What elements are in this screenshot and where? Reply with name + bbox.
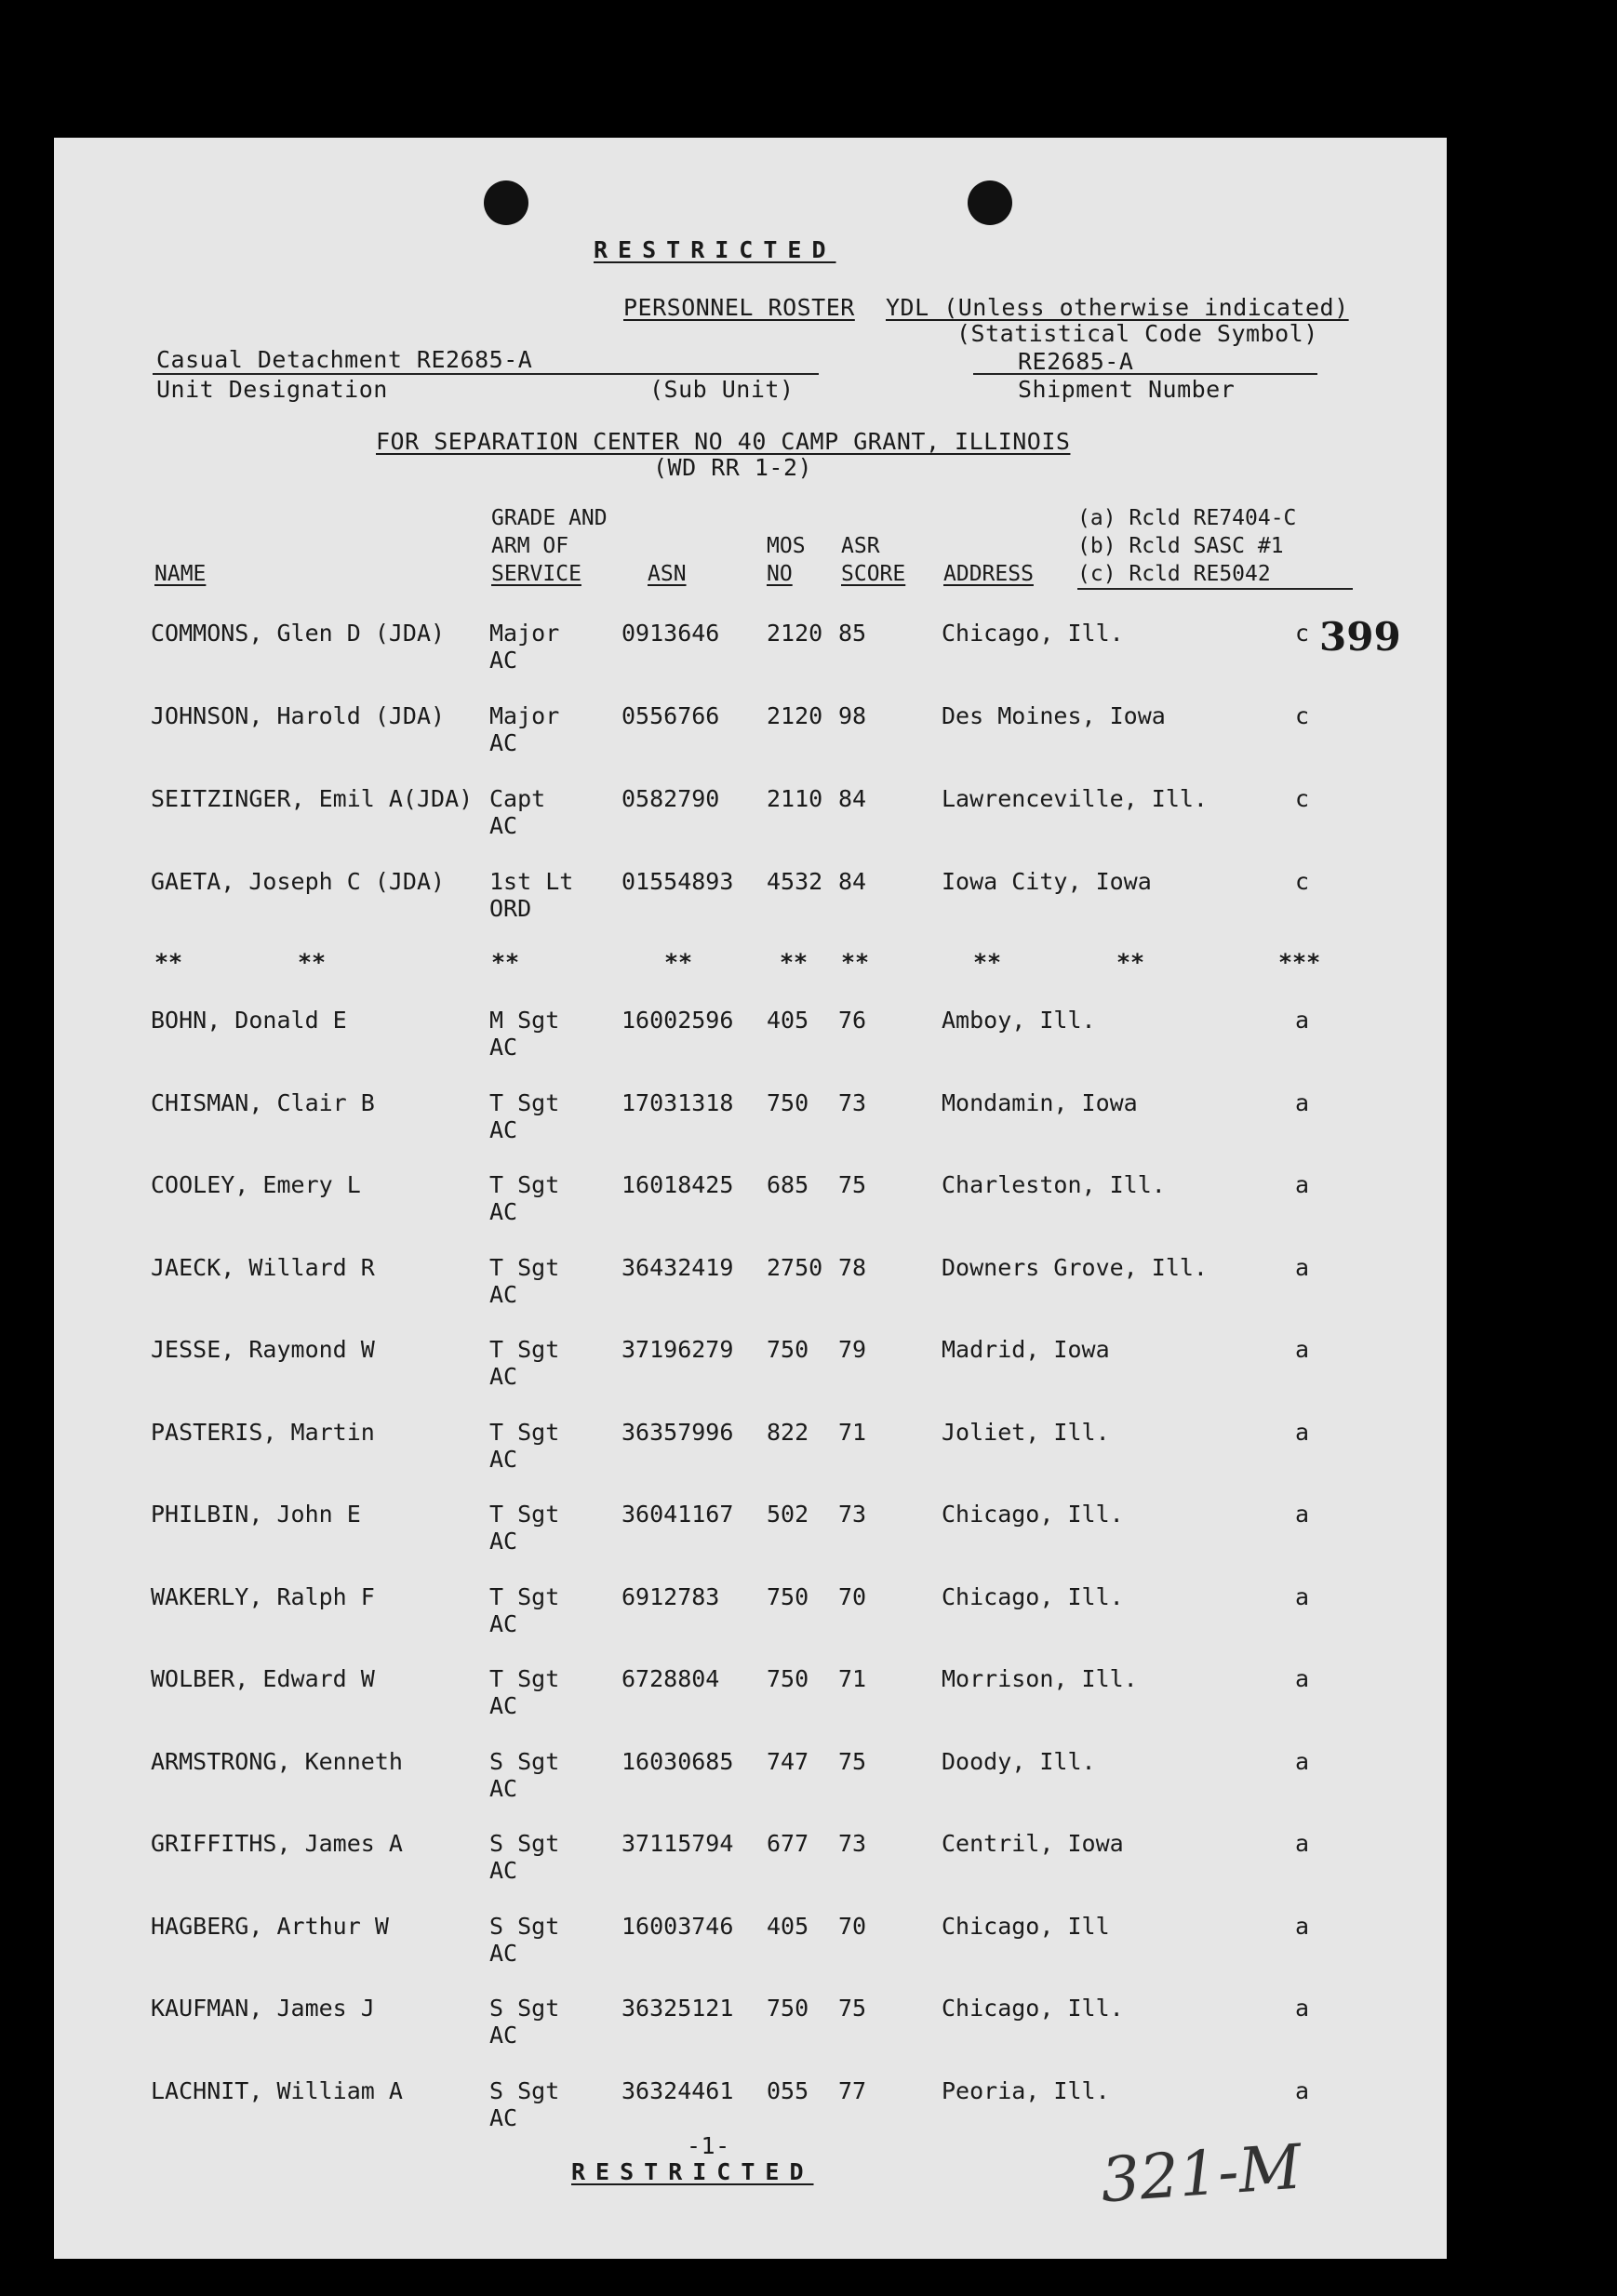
person-name: COMMONS, Glen D (JDA): [151, 620, 446, 647]
roster-row: [54, 1748, 1447, 1822]
regulation-reference: (WD RR 1-2): [653, 454, 813, 481]
grade: T Sgt: [489, 1253, 560, 1281]
person-name: KAUFMAN, James J: [151, 1995, 375, 2022]
grade: M Sgt: [489, 1007, 560, 1034]
address: Joliet, Ill.: [942, 1418, 1110, 1446]
asn: 6912783: [621, 1582, 720, 1610]
mos-number: 750: [767, 1582, 809, 1610]
address: Chicago, Ill.: [942, 1582, 1124, 1610]
person-name: COOLEY, Emery L: [151, 1171, 361, 1198]
arm-of-service: AC: [489, 729, 518, 756]
column-asr-line1: ASR: [841, 534, 880, 558]
person-name: HAGBERG, Arthur W: [151, 1912, 389, 1940]
asn: 0556766: [621, 702, 720, 729]
mos-number: 750: [767, 1995, 809, 2022]
arm-of-service: ORD: [489, 895, 532, 922]
person-name: WAKERLY, Ralph F: [151, 1582, 375, 1610]
punch-hole-right: [968, 180, 1012, 225]
separator-mark: **: [154, 949, 183, 976]
arm-of-service: AC: [489, 1445, 518, 1473]
separator-mark: **: [841, 949, 870, 976]
classification-top: RESTRICTED: [594, 236, 836, 263]
asn: 17031318: [621, 1088, 734, 1116]
column-mos-line1: MOS: [767, 534, 806, 558]
statistical-code-label: (Statistical Code Symbol): [956, 320, 1318, 347]
asn: 16002596: [621, 1007, 734, 1034]
note-code: a: [1295, 1747, 1310, 1775]
asr-score: 73: [838, 1088, 867, 1116]
sub-unit-underline: [623, 373, 819, 375]
grade: T Sgt: [489, 1582, 560, 1610]
mos-number: 405: [767, 1912, 809, 1940]
mos-number: 4532: [767, 868, 823, 895]
address: Downers Grove, Ill.: [942, 1253, 1208, 1281]
asr-score: 75: [838, 1747, 867, 1775]
address: Morrison, Ill.: [942, 1665, 1138, 1692]
roster-row: [54, 1995, 1447, 2069]
address: Lawrenceville, Ill.: [942, 785, 1208, 812]
mos-number: 2120: [767, 702, 823, 729]
roster-row: [54, 1419, 1447, 1493]
asr-score: 77: [838, 2076, 867, 2104]
asn: 37196279: [621, 1336, 734, 1363]
separator-mark: **: [491, 949, 520, 976]
asn: 36325121: [621, 1995, 734, 2022]
asr-score: 84: [838, 785, 867, 812]
person-name: PHILBIN, John E: [151, 1501, 361, 1528]
address: Chicago, Ill.: [942, 1501, 1124, 1528]
separator-mark: **: [973, 949, 1002, 976]
roster-row: [54, 1830, 1447, 1904]
roster-row: [54, 868, 1447, 942]
asr-score: 85: [838, 620, 867, 647]
asn: 01554893: [621, 868, 734, 895]
note-code: a: [1295, 1501, 1310, 1528]
punch-hole-left: [484, 180, 528, 225]
mos-number: 677: [767, 1830, 809, 1857]
asr-score: 73: [838, 1830, 867, 1857]
shipment-underline: [973, 373, 1317, 375]
asn: 16018425: [621, 1171, 734, 1198]
handwritten-note: 321-M: [1098, 2130, 1304, 2217]
address: Centril, Iowa: [942, 1830, 1124, 1857]
address: Peoria, Ill.: [942, 2076, 1110, 2104]
column-notes-a: (a) Rcld RE7404-C: [1077, 506, 1297, 530]
arm-of-service: AC: [489, 812, 518, 839]
grade: 1st Lt: [489, 868, 574, 895]
arm-of-service: AC: [489, 1115, 518, 1143]
arm-of-service: AC: [489, 1198, 518, 1225]
grade: Major: [489, 620, 560, 647]
roster-row: [54, 1171, 1447, 1246]
person-name: WOLBER, Edward W: [151, 1665, 375, 1692]
arm-of-service: AC: [489, 1609, 518, 1637]
sub-unit-label: (Sub Unit): [649, 376, 795, 403]
grade: T Sgt: [489, 1171, 560, 1198]
mos-number: 055: [767, 2076, 809, 2104]
arm-of-service: AC: [489, 2022, 518, 2049]
page-number: -1-: [687, 2132, 730, 2159]
roster-row: [54, 702, 1447, 777]
column-name: NAME: [154, 562, 207, 586]
person-name: SEITZINGER, Emil A(JDA): [151, 785, 474, 812]
note-code: a: [1295, 1830, 1310, 1857]
arm-of-service: AC: [489, 1857, 518, 1884]
grade: T Sgt: [489, 1665, 560, 1692]
grade: T Sgt: [489, 1501, 560, 1528]
note-code: a: [1295, 1007, 1310, 1034]
roster-row: [54, 1913, 1447, 1987]
asn: 36432419: [621, 1253, 734, 1281]
note-code: a: [1295, 2076, 1310, 2104]
asr-score: 70: [838, 1912, 867, 1940]
asn: 16030685: [621, 1747, 734, 1775]
note-code: c: [1295, 702, 1310, 729]
note-code: a: [1295, 1253, 1310, 1281]
roster-title: PERSONNEL ROSTER: [623, 294, 855, 321]
column-grade-line3: SERVICE: [491, 562, 581, 586]
asr-score: 75: [838, 1171, 867, 1198]
grade: T Sgt: [489, 1418, 560, 1446]
arm-of-service: AC: [489, 1774, 518, 1802]
asr-score: 78: [838, 1253, 867, 1281]
asr-score: 79: [838, 1336, 867, 1363]
grade: Capt: [489, 785, 546, 812]
mos-number: 822: [767, 1418, 809, 1446]
mos-number: 405: [767, 1007, 809, 1034]
person-name: CHISMAN, Clair B: [151, 1088, 375, 1116]
asr-score: 71: [838, 1665, 867, 1692]
separator-mark: **: [1116, 949, 1145, 976]
roster-code: YDL (Unless otherwise indicated): [886, 294, 1349, 321]
arm-of-service: AC: [489, 2103, 518, 2131]
grade: S Sgt: [489, 1747, 560, 1775]
asn: 36324461: [621, 2076, 734, 2104]
destination-heading: FOR SEPARATION CENTER NO 40 CAMP GRANT, ILLINOIS: [376, 428, 1071, 455]
person-name: PASTERIS, Martin: [151, 1418, 375, 1446]
mos-number: 685: [767, 1171, 809, 1198]
note-code: c: [1295, 620, 1310, 647]
person-name: LACHNIT, William A: [151, 2076, 403, 2104]
arm-of-service: AC: [489, 1692, 518, 1719]
person-name: GAETA, Joseph C (JDA): [151, 868, 446, 895]
separator-mark: **: [780, 949, 808, 976]
roster-row: [54, 1665, 1447, 1740]
asn: 6728804: [621, 1665, 720, 1692]
asr-score: 84: [838, 868, 867, 895]
grade: S Sgt: [489, 1995, 560, 2022]
mos-number: 750: [767, 1088, 809, 1116]
person-name: GRIFFITHS, James A: [151, 1830, 403, 1857]
column-grade-line1: GRADE AND: [491, 506, 608, 530]
note-code: c: [1295, 868, 1310, 895]
arm-of-service: AC: [489, 1939, 518, 1967]
roster-row: [54, 1583, 1447, 1658]
note-code: c: [1295, 785, 1310, 812]
arm-of-service: AC: [489, 1363, 518, 1390]
asn: 16003746: [621, 1912, 734, 1940]
asn: 0582790: [621, 785, 720, 812]
grade: T Sgt: [489, 1088, 560, 1116]
address: Amboy, Ill.: [942, 1007, 1096, 1034]
roster-row: [54, 1254, 1447, 1328]
separator-mark: **: [664, 949, 693, 976]
arm-of-service: AC: [489, 1280, 518, 1308]
asr-score: 75: [838, 1995, 867, 2022]
address: Des Moines, Iowa: [942, 702, 1166, 729]
person-name: ARMSTRONG, Kenneth: [151, 1747, 403, 1775]
note-code: a: [1295, 1336, 1310, 1363]
mos-number: 2750: [767, 1253, 823, 1281]
asn: 36041167: [621, 1501, 734, 1528]
asr-score: 71: [838, 1418, 867, 1446]
asn: 36357996: [621, 1418, 734, 1446]
roster-row: [54, 1007, 1447, 1081]
address: Doody, Ill.: [942, 1747, 1096, 1775]
column-mos-line2: NO: [767, 562, 793, 586]
arm-of-service: AC: [489, 1034, 518, 1061]
column-asr-line2: SCORE: [841, 562, 906, 586]
person-name: JAECK, Willard R: [151, 1253, 375, 1281]
notes-underline: [1077, 588, 1353, 590]
asr-score: 73: [838, 1501, 867, 1528]
grade: S Sgt: [489, 2076, 560, 2104]
asr-score: 70: [838, 1582, 867, 1610]
shipment-number-value: RE2685-A: [1018, 348, 1134, 375]
note-code: a: [1295, 1418, 1310, 1446]
mos-number: 2110: [767, 785, 823, 812]
person-name: BOHN, Donald E: [151, 1007, 347, 1034]
address: Charleston, Ill.: [942, 1171, 1166, 1198]
person-name: JOHNSON, Harold (JDA): [151, 702, 446, 729]
unit-designation-label: Unit Designation: [156, 376, 388, 403]
asn: 0913646: [621, 620, 720, 647]
address: Chicago, Ill.: [942, 1995, 1124, 2022]
person-name: JESSE, Raymond W: [151, 1336, 375, 1363]
note-code: a: [1295, 1171, 1310, 1198]
asr-score: 76: [838, 1007, 867, 1034]
roster-row: [54, 785, 1447, 860]
roster-row: [54, 1501, 1447, 1575]
separator-mark-end: ***: [1278, 949, 1321, 976]
address: Chicago, Ill: [942, 1912, 1110, 1940]
address: Iowa City, Iowa: [942, 868, 1152, 895]
grade: S Sgt: [489, 1830, 560, 1857]
asr-score: 98: [838, 702, 867, 729]
mos-number: 750: [767, 1336, 809, 1363]
classification-bottom: RESTRICTED: [571, 2158, 814, 2185]
column-notes-c: (c) Rcld RE5042: [1077, 562, 1271, 586]
address: Chicago, Ill.: [942, 620, 1124, 647]
mos-number: 747: [767, 1747, 809, 1775]
note-code: a: [1295, 1912, 1310, 1940]
address: Mondamin, Iowa: [942, 1088, 1138, 1116]
shipment-number-label: Shipment Number: [1018, 376, 1236, 403]
asn: 37115794: [621, 1830, 734, 1857]
grade: T Sgt: [489, 1336, 560, 1363]
column-asn: ASN: [648, 562, 687, 586]
note-code: a: [1295, 1665, 1310, 1692]
stamp-number: 399: [1319, 614, 1401, 660]
note-code: a: [1295, 1582, 1310, 1610]
separator-mark: **: [298, 949, 327, 976]
column-grade-line2: ARM OF: [491, 534, 569, 558]
grade: S Sgt: [489, 1912, 560, 1940]
roster-row: [54, 620, 1447, 694]
document-page: [54, 138, 1447, 2259]
arm-of-service: AC: [489, 647, 518, 674]
arm-of-service: AC: [489, 1528, 518, 1555]
note-code: a: [1295, 1995, 1310, 2022]
mos-number: 2120: [767, 620, 823, 647]
note-code: a: [1295, 1088, 1310, 1116]
grade: Major: [489, 702, 560, 729]
roster-row: [54, 1089, 1447, 1164]
column-address: ADDRESS: [943, 562, 1034, 586]
mos-number: 502: [767, 1501, 809, 1528]
column-notes-b: (b) Rcld SASC #1: [1077, 534, 1284, 558]
unit-designation-value: Casual Detachment RE2685-A: [156, 346, 533, 373]
roster-row: [54, 1336, 1447, 1410]
mos-number: 750: [767, 1665, 809, 1692]
unit-underline: [153, 373, 655, 375]
address: Madrid, Iowa: [942, 1336, 1110, 1363]
